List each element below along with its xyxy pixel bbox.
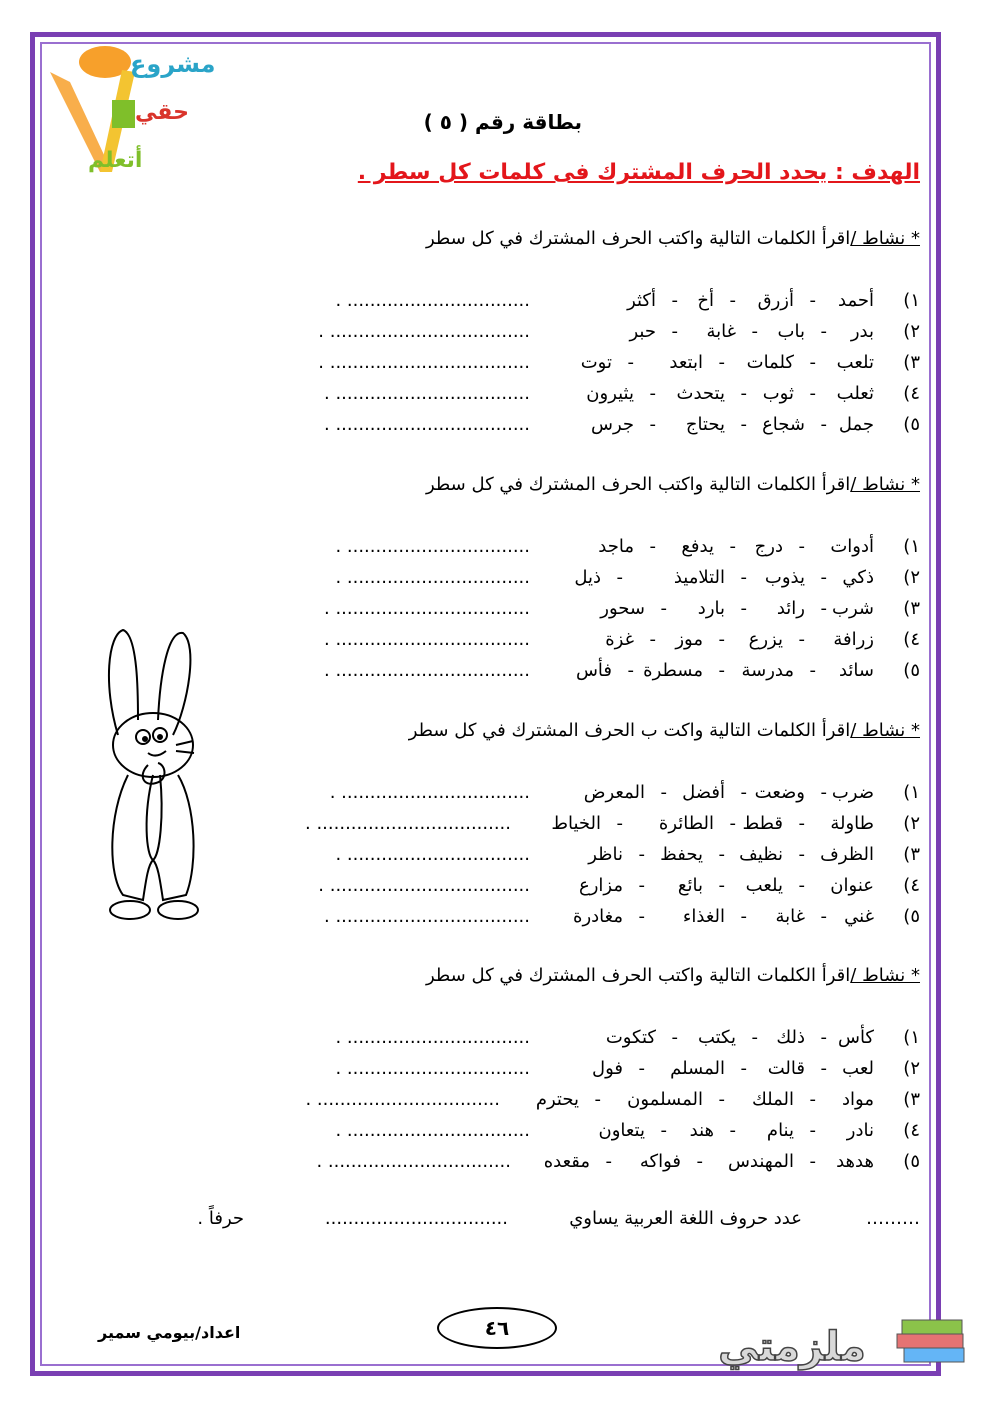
exercise-row [220, 1151, 920, 1179]
activity-label: * نشاط / [850, 965, 920, 986]
exercise-row [220, 813, 920, 841]
row-number: ٣) [903, 1089, 920, 1110]
word-separator: - [740, 782, 747, 803]
row-number: ٥) [903, 1151, 920, 1172]
word-separator: - [638, 875, 645, 896]
word-separator: - [649, 536, 656, 557]
word-separator: - [638, 906, 645, 927]
word: التلاميذ [673, 567, 725, 588]
word-separator: - [718, 352, 725, 373]
word: عنوان [830, 875, 874, 896]
answer-blank[interactable]: ................................... . [318, 352, 530, 373]
exercise-row [220, 352, 920, 380]
word: بارد [697, 598, 725, 619]
row-number: ٢) [903, 321, 920, 342]
word: ماجد [598, 536, 634, 557]
exercise-row [220, 321, 920, 349]
word: المعرض [583, 782, 645, 803]
exercise-row [220, 629, 920, 657]
word: يحترم [535, 1089, 579, 1110]
word: يذوب [764, 567, 805, 588]
row-number: ٢) [903, 813, 920, 834]
exercise-row [220, 1089, 920, 1117]
word-separator: - [729, 290, 736, 311]
goal-statement: الهدف : يحدد الحرف المشترك فى كلمات كل سطر . [357, 160, 920, 185]
word-separator: - [649, 629, 656, 650]
activity-heading [426, 474, 920, 495]
word: فول [592, 1058, 623, 1079]
word: أكثر [627, 290, 656, 311]
word: بدر [850, 321, 874, 342]
word: ضرب [831, 782, 874, 803]
word: الطائرة [658, 813, 714, 834]
activity-instruction: اقرأ الكلمات التالية واكت ب الحرف المشترك في كل سطر [408, 720, 851, 741]
question-text: عدد حروف اللغة العربية يساوي [569, 1208, 802, 1229]
word-separator: - [809, 1151, 816, 1172]
exercise-row [220, 598, 920, 626]
word: فواكه [639, 1151, 681, 1172]
word: يحفظ [660, 844, 703, 865]
card-title: بطاقة رقم ( ٥ ) [423, 110, 582, 134]
answer-blank[interactable]: ................................ . [305, 1089, 500, 1110]
row-number: ٣) [903, 352, 920, 373]
word: المسلمون [627, 1089, 703, 1110]
word-separator: - [751, 321, 758, 342]
word: يكتب [697, 1027, 736, 1048]
word-separator: - [798, 629, 805, 650]
answer-blank[interactable]: ................................. . [329, 782, 530, 803]
word: ثعلب [836, 383, 874, 404]
word: بائع [677, 875, 703, 896]
answer-blank[interactable]: .................................. . [324, 414, 530, 435]
word-separator: - [740, 567, 747, 588]
word-separator: - [649, 414, 656, 435]
row-number: ٤) [903, 1120, 920, 1141]
answer-blank[interactable]: .................................. . [324, 660, 530, 681]
word: ذيل [574, 567, 601, 588]
word: قالت [767, 1058, 805, 1079]
word: مزارع [578, 875, 623, 896]
word-separator: - [616, 567, 623, 588]
word: الخياط [551, 813, 601, 834]
row-number: ١) [903, 290, 920, 311]
exercise-row [220, 567, 920, 595]
author-credit: اعداد/بيومي سمير [98, 1323, 241, 1342]
word: الغذاء [682, 906, 725, 927]
word: شجاع [762, 414, 805, 435]
word-separator: - [627, 660, 634, 681]
word-separator: - [820, 782, 827, 803]
word-separator: - [638, 844, 645, 865]
word: أخ [697, 290, 714, 311]
word: غني [844, 906, 874, 927]
word: مواد [842, 1089, 874, 1110]
word: مسطرة [643, 660, 703, 681]
exercise-row [220, 782, 920, 810]
exercise-row [220, 383, 920, 411]
word: هدهد [836, 1151, 874, 1172]
word: تلعب [836, 352, 874, 373]
row-number: ٤) [903, 629, 920, 650]
word-separator: - [616, 813, 623, 834]
word: سحور [600, 598, 645, 619]
answer-blank[interactable]: .................................. . [324, 383, 530, 404]
exercise-row [220, 1058, 920, 1086]
word-separator: - [718, 629, 725, 650]
answer-blank[interactable]: .................................. . [324, 906, 530, 927]
word: ذكي [842, 567, 874, 588]
word: حبر [629, 321, 656, 342]
word: مغادرة [573, 906, 623, 927]
word: فأس [575, 660, 612, 681]
word: يحتاج [685, 414, 725, 435]
exercise-row [220, 536, 920, 564]
word: توت [580, 352, 612, 373]
answer-blank[interactable]: ................................ . [316, 1151, 511, 1172]
word: رائد [776, 598, 805, 619]
blank-dots-2[interactable]: ................................ [324, 1208, 508, 1229]
word-separator: - [740, 1058, 747, 1079]
word-separator: - [820, 1027, 827, 1048]
word: قطط [742, 813, 783, 834]
word-separator: - [729, 1120, 736, 1141]
row-number: ٢) [903, 1058, 920, 1079]
word-separator: - [798, 813, 805, 834]
word: يزرع [748, 629, 783, 650]
word-separator: - [649, 383, 656, 404]
row-number: ٤) [903, 383, 920, 404]
word: جرس [590, 414, 634, 435]
word: مدرسة [741, 660, 794, 681]
word-separator: - [740, 414, 747, 435]
word: غابة [706, 321, 736, 342]
word-separator: - [740, 598, 747, 619]
row-number: ٢) [903, 567, 920, 588]
answer-blank[interactable]: ................................ . [335, 1027, 530, 1048]
answer-blank[interactable]: ................................ . [335, 290, 530, 311]
row-number: ٥) [903, 660, 920, 681]
brand-logo [692, 1300, 974, 1380]
word-separator: - [671, 1027, 678, 1048]
answer-blank[interactable]: .................................. . [305, 813, 511, 834]
word: ابتعد [669, 352, 703, 373]
word: لعب [842, 1058, 874, 1079]
row-number: ٥) [903, 906, 920, 927]
word: ينام [766, 1120, 794, 1141]
row-number: ٥) [903, 414, 920, 435]
word: الملك [751, 1089, 794, 1110]
word: غابة [775, 906, 805, 927]
blank-dots-1[interactable]: ……… [866, 1208, 920, 1229]
word-separator: - [740, 383, 747, 404]
word-separator: - [627, 352, 634, 373]
word-separator: - [798, 875, 805, 896]
word: سائد [838, 660, 874, 681]
word: موز [675, 629, 703, 650]
exercise-row [220, 414, 920, 442]
word-separator: - [718, 875, 725, 896]
word-separator: - [820, 567, 827, 588]
word: يلعب [745, 875, 783, 896]
word-separator: - [660, 598, 667, 619]
word: زرافة [833, 629, 874, 650]
word-separator: - [594, 1089, 601, 1110]
word: غزة [605, 629, 634, 650]
word: كلمات [746, 352, 794, 373]
word-separator: - [718, 1089, 725, 1110]
word-separator: - [729, 813, 736, 834]
answer-blank[interactable]: ................................... . [318, 321, 530, 342]
word: شرب [832, 598, 874, 619]
brand-text: ملزمتي [718, 1324, 866, 1370]
word: المسلم [670, 1058, 725, 1079]
word-separator: - [718, 844, 725, 865]
word: جمل [838, 414, 874, 435]
word: يتحدث [676, 383, 725, 404]
word: كتكوت [605, 1027, 656, 1048]
question-end: حرفاً . [197, 1208, 244, 1229]
row-number: ١) [903, 1027, 920, 1048]
word: نظيف [739, 844, 783, 865]
activity-instruction: اقرأ الكلمات التالية واكتب الحرف المشترك في كل سطر [425, 474, 851, 495]
word-separator: - [696, 1151, 703, 1172]
word-separator: - [671, 321, 678, 342]
word-separator: - [809, 352, 816, 373]
word-separator: - [809, 660, 816, 681]
word: ناظر [588, 844, 623, 865]
word-separator: - [820, 321, 827, 342]
word: هند [689, 1120, 714, 1141]
row-number: ١) [903, 782, 920, 803]
word-separator: - [718, 660, 725, 681]
word: يثيرون [586, 383, 634, 404]
word-separator: - [809, 290, 816, 311]
word: درج [754, 536, 783, 557]
exercise-row [220, 875, 920, 903]
logo-text-project: مشروع [130, 50, 216, 78]
answer-blank[interactable]: ................................... . [318, 875, 530, 896]
logo-text-learn: أتعلم [88, 148, 143, 173]
logo-text-right: حقي [135, 100, 189, 125]
word-separator: - [729, 536, 736, 557]
word-separator: - [751, 1027, 758, 1048]
answer-blank[interactable]: ................................ . [335, 1058, 530, 1079]
activity-heading [426, 228, 920, 249]
word: مقعده [543, 1151, 590, 1172]
word-separator: - [820, 906, 827, 927]
exercise-row [220, 660, 920, 688]
answer-blank[interactable]: ................................ . [335, 1120, 530, 1141]
exercise-row [220, 844, 920, 872]
activity-label: * نشاط / [850, 474, 920, 495]
exercise-row [220, 906, 920, 934]
activity-instruction: اقرأ الكلمات التالية واكتب الحرف المشترك في كل سطر [425, 965, 851, 986]
word: وضعت [754, 782, 805, 803]
word-separator: - [671, 290, 678, 311]
word-separator: - [605, 1151, 612, 1172]
answer-blank[interactable]: ................................ . [335, 536, 530, 557]
exercise-row [220, 1120, 920, 1148]
word-separator: - [820, 414, 827, 435]
answer-blank[interactable]: ................................ . [335, 844, 530, 865]
word-separator: - [820, 1058, 827, 1079]
row-number: ٣) [903, 844, 920, 865]
word-separator: - [638, 1058, 645, 1079]
row-number: ١) [903, 536, 920, 557]
word: باب [777, 321, 805, 342]
page-number: ٤٦ [437, 1307, 557, 1349]
word: نادر [846, 1120, 874, 1141]
exercise-row [220, 290, 920, 318]
answer-blank[interactable]: ................................ . [335, 567, 530, 588]
activity-label: * نشاط / [850, 228, 920, 249]
word-separator: - [660, 1120, 667, 1141]
word-separator: - [740, 906, 747, 927]
word: يدفع [681, 536, 714, 557]
word-separator: - [798, 536, 805, 557]
activity-heading [409, 720, 920, 741]
row-number: ٣) [903, 598, 920, 619]
word: أحمد [838, 290, 874, 311]
activity-heading [426, 965, 920, 986]
exercise-row [220, 1027, 920, 1055]
word: المهندس [727, 1151, 794, 1172]
word: كأس [837, 1027, 874, 1048]
word-separator: - [798, 844, 805, 865]
word: أفضل [682, 782, 725, 803]
word: يتعاون [598, 1120, 645, 1141]
word: ثوب [762, 383, 794, 404]
word: ذلك [776, 1027, 805, 1048]
letters-count-question [160, 1208, 920, 1238]
activity-label: * نشاط / [850, 720, 920, 741]
word: أزرق [757, 290, 794, 311]
word-separator: - [809, 1089, 816, 1110]
word: طاولة [830, 813, 874, 834]
word-separator: - [809, 383, 816, 404]
word-separator: - [660, 782, 667, 803]
word: أدوات [830, 536, 874, 557]
word: الظرف [820, 844, 874, 865]
row-number: ٤) [903, 875, 920, 896]
answer-blank[interactable]: .................................. . [324, 629, 530, 650]
bunny-illustration [98, 625, 208, 925]
activity-instruction: اقرأ الكلمات التالية واكتب الحرف المشترك في كل سطر [425, 228, 851, 249]
answer-blank[interactable]: .................................. . [324, 598, 530, 619]
word-separator: - [809, 1120, 816, 1141]
word-separator: - [820, 598, 827, 619]
